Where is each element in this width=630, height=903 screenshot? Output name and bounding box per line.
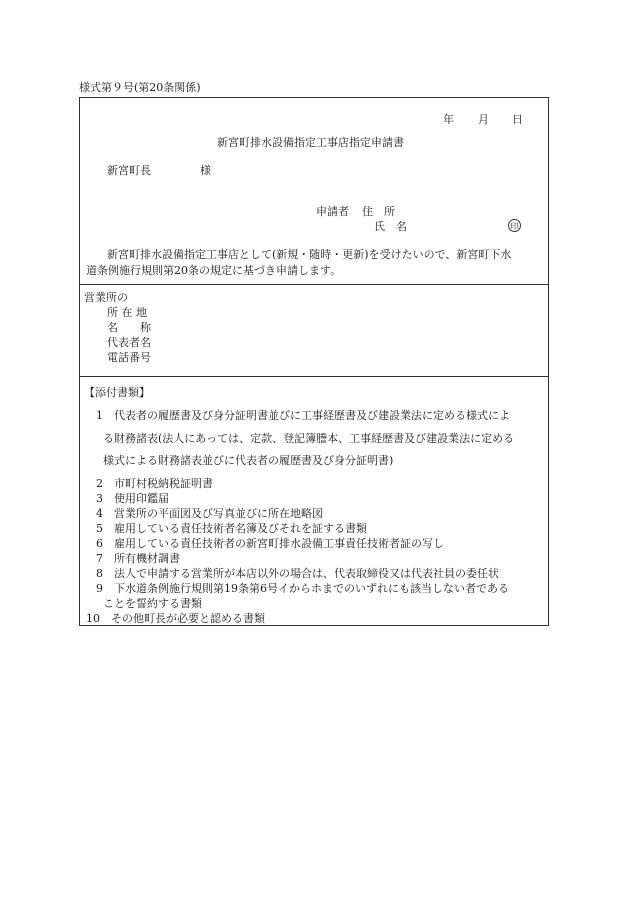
seal-mark: 印 xyxy=(508,219,521,232)
attachment-item: 9 下水道条例施行規則第19条第6号イからホまでのいずれにも該当しない者である xyxy=(96,582,509,595)
attachment-item: 4 営業所の平面図及び写真並びに所在地略図 xyxy=(96,507,323,520)
office-field-representative: 代表者名 xyxy=(107,336,151,349)
addressee-honorific: 様 xyxy=(200,164,211,177)
section-divider xyxy=(79,284,549,285)
attachment-item: 10 その他町長が必要と認める書類 xyxy=(86,612,265,625)
attachment-item: 1 代表者の履歴書及び身分証明書並びに工事経歴書及び建設業法に定める様式によ xyxy=(96,409,510,422)
office-field-name: 名 称 xyxy=(107,321,151,334)
attachment-item: 5 雇用している責任技術者名簿及びそれを証する書類 xyxy=(96,522,367,535)
attachment-item: 様式による財務諸表並びに代表者の履歴書及び身分証明書) xyxy=(103,454,394,467)
office-field-phone: 電話番号 xyxy=(107,351,151,364)
address-label: 住 所 xyxy=(362,205,395,218)
name-label: 氏 名 xyxy=(374,220,407,233)
applicant-label: 申請者 xyxy=(316,205,349,218)
attachment-item: ことを誓約する書類 xyxy=(103,597,202,610)
attachment-item: 2 市町村税納税証明書 xyxy=(96,477,213,490)
date-day: 日 xyxy=(512,113,523,126)
attachment-item: 8 法人で申請する営業所が本店以外の場合は、代表取締役又は代表社員の委任状 xyxy=(96,567,499,580)
request-text-line: 新宮町排水設備指定工事店として(新規・随時・更新)を受けたいので、新宮町下水 xyxy=(107,248,512,261)
attachments-heading: 【添付書類】 xyxy=(84,386,150,399)
section-divider xyxy=(79,376,549,377)
attachment-item: 7 所有機材調書 xyxy=(96,552,180,565)
form-number: 様式第９号(第20条関係) xyxy=(79,81,201,94)
office-field-address: 所 在 地 xyxy=(107,306,147,319)
date-year: 年 xyxy=(443,113,454,126)
document-title: 新宮町排水設備指定工事店指定申請書 xyxy=(217,136,404,149)
office-heading: 営業所の xyxy=(84,291,128,304)
attachment-item: 6 雇用している責任技術者の新宮町排水設備工事責任技術者証の写し xyxy=(96,537,444,550)
request-text-line: 道条例施行規則第20条の規定に基づき申請します。 xyxy=(86,264,342,277)
attachment-item: る財務諸表(法人にあっては、定款、登記簿謄本、工事経歴書及び建設業法に定める xyxy=(103,432,515,445)
attachment-item: 3 使用印鑑届 xyxy=(96,492,169,505)
date-month: 月 xyxy=(478,113,489,126)
addressee-name: 新宮町長 xyxy=(107,164,151,177)
